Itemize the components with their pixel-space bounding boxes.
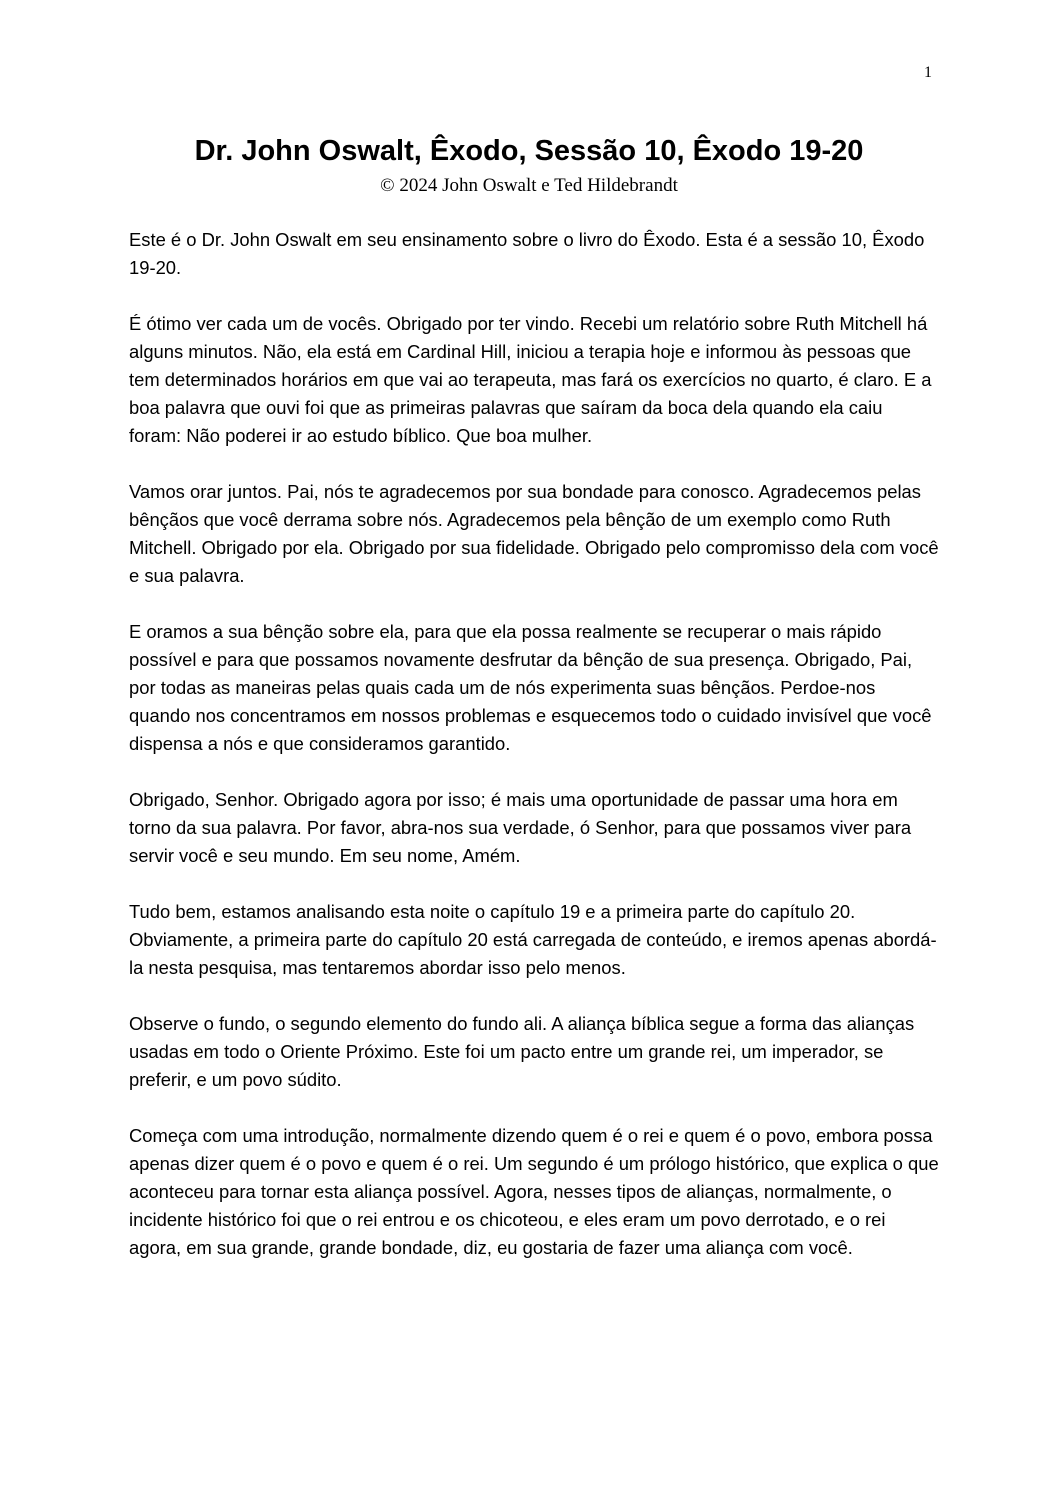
paragraph-4: E oramos a sua bênção sobre ela, para que ela possa realmente se recuperar o mais rápido possível e para que possamos novamente desfrutar da bênção de sua presença. Obrigado, Pai, por todas as maneiras pelas quais cada um de nós experimenta suas bênçãos. Perdoe-nos quando nos concentramos em nossos problemas e esquecemos todo o cuidado invisível que você dispensa a nós e que consideramos garantido. — [129, 621, 932, 754]
paragraph-6: Tudo bem, estamos analisando esta noite o capítulo 19 e a primeira parte do capítulo 20. Obviamente, a primeira parte do capítulo 20 está carregada de conteúdo, e iremos apenas abordá-la nesta pesquisa, mas tentaremos abordar isso pelo menos. — [129, 901, 937, 978]
copyright-line: © 2024 John Oswalt e Ted Hildebrandt — [380, 175, 678, 196]
paragraph-8: Começa com uma introdução, normalmente dizendo quem é o rei e quem é o povo, embora possa apenas dizer quem é o povo e quem é o rei. Um segundo é um prólogo histórico, que explica o que aconteceu para tornar esta aliança possível. Agora, nesses tipos de alianças, normalmente, o incidente histórico foi que o rei entrou e os chicoteou, e eles eram um povo derrotado, e o rei agora, em sua grande, grande bondade, diz, eu gostaria de fazer uma aliança com você. — [129, 1125, 939, 1258]
paragraph-7: Observe o fundo, o segundo elemento do fundo ali. A aliança bíblica segue a forma das alianças usadas em todo o Oriente Próximo. Este foi um pacto entre um grande rei, um imperador, se preferir, e um povo súdito. — [129, 1013, 915, 1090]
paragraph-5: Obrigado, Senhor. Obrigado agora por isso; é mais uma oportunidade de passar uma hora em torno da sua palavra. Por favor, abra-nos sua verdade, ó Senhor, para que possamos viver para servir você e seu mundo. Em seu nome, Amém. — [129, 789, 912, 866]
paragraph-2: É ótimo ver cada um de vocês. Obrigado por ter vindo. Recebi um relatório sobre Ruth Mitchell há alguns minutos. Não, ela está em Cardinal Hill, iniciou a terapia hoje e informou às pessoas que tem determinados horários em que vai ao terapeuta, mas fará os exercícios no quarto, é claro. E a boa palavra que ouvi foi que as primeiras palavras que saíram da boca dela quando ela caiu foram: Não poderei ir ao estudo bíblico. Que boa mulher. — [129, 313, 932, 446]
document-body — [129, 226, 939, 1290]
page-number: 1 — [924, 64, 932, 81]
document-title: Dr. John Oswalt, Êxodo, Sessão 10, Êxodo 19-20 — [194, 135, 864, 167]
paragraph-3: Vamos orar juntos. Pai, nós te agradecemos por sua bondade para conosco. Agradecemos pelas bênçãos que você derrama sobre nós. Agradecemos pela bênção de um exemplo como Ruth Mitchell. Obrigado por ela. Obrigado por sua fidelidade. Obrigado pelo compromisso dela com você e sua palavra. — [129, 481, 939, 586]
paragraph-1: Este é o Dr. John Oswalt em seu ensinamento sobre o livro do Êxodo. Esta é a sessão 10, Êxodo 19-20. — [129, 229, 925, 278]
